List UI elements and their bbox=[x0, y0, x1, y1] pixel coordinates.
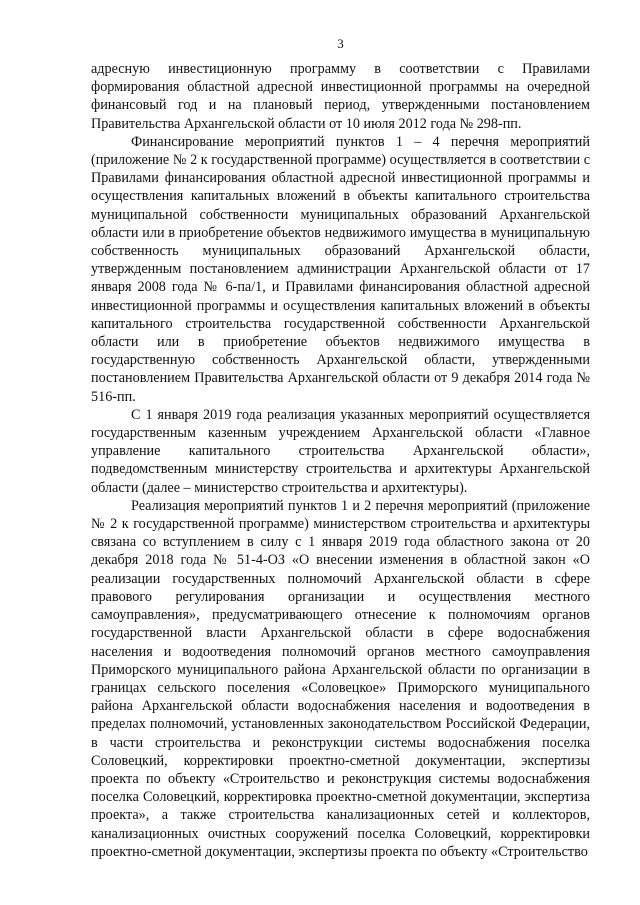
page-number: 3 bbox=[337, 36, 344, 51]
paragraph-financing: Финансирование мероприятий пунктов 1 – 4 перечня мероприятий (приложение № 2 к государственной программе) осуществляется в соответствии с Правилами финансирования областной адресной инвестиционной программы и осуществления капитальных вложений в объекты капитального строительства муниципальной собственности муниципальных образований Архангельской области или в приобретение объектов недвижимого имущества в муниципальную собственность муниципальных образований Архангельской области, утвержденным постановлением администрации Архангельской области от 17 января 2008 года № 6-па/1, и Правилами финансирования областной адресной инвестиционной программы и осуществления капитальных вложений в объекты капитального строительства государственной собственности Архангельской области или в приобретение объектов недвижимого имущества в государственную собственность Архангельской области, утвержденными постановлением Правительства Архангельской области от 9 декабря 2014 года № 516-пп. bbox=[91, 133, 590, 405]
paragraph-continuation: адресную инвестиционную программу в соответствии с Правилами формирования областной адресной инвестиционной программы на очередной финансовый год и на плановый период, утвержденными постановлением Правительства Архангельской области от 10 июля 2012 года № 298-пп. bbox=[91, 61, 590, 132]
paragraph-implementation-2019: С 1 января 2019 года реализация указанных мероприятий осуществляется государственным казенным учреждением Архангельской области «Главное управление капитального строительства Архангельской области», подведомственным министерству строительства и архитектуры Архангельской области (далее – министерство строительства и архитектуры). bbox=[91, 406, 590, 496]
paragraph-implementation-items: Реализация мероприятий пунктов 1 и 2 перечня мероприятий (приложение № 2 к государственной программе) министерством строительства и архитектуры связана со вступлением в силу с 1 января 2019 года областного закона от 20 декабря 2018 года № 51-4-ОЗ «О внесении изменения в областной закон «О реализации государственных полномочий Архангельской области в сфере правового регулирования организации и осуществления местного самоуправления», предусматривающего отнесение к полномочиям органов государственной власти Архангельской области в сфере водоснабжения населения и водоотведения полномочий органов местного самоуправления Приморского муниципального района Архангельской области по организации в границах сельского поселения «Соловецкое» Приморского муниципального района Архангельской области водоснабжения населения и водоотведения в пределах полномочий, установленных законодательством Российской Федерации, в части строительства и реконструкции системы водоснабжения поселка Соловецкий, корректировки проектно-сметной документации, экспертизы проекта по объекту «Строительство и реконструкция системы водоснабжения поселка Соловецкий, корректировка проектно-сметной документации, экспертиза проекта», а также строительства канализационных сетей и коллекторов, канализационных очистных сооружений поселка Соловецкий, корректировки проектно-сметной документации, экспертизы проекта по объекту «Строительство bbox=[91, 497, 590, 860]
